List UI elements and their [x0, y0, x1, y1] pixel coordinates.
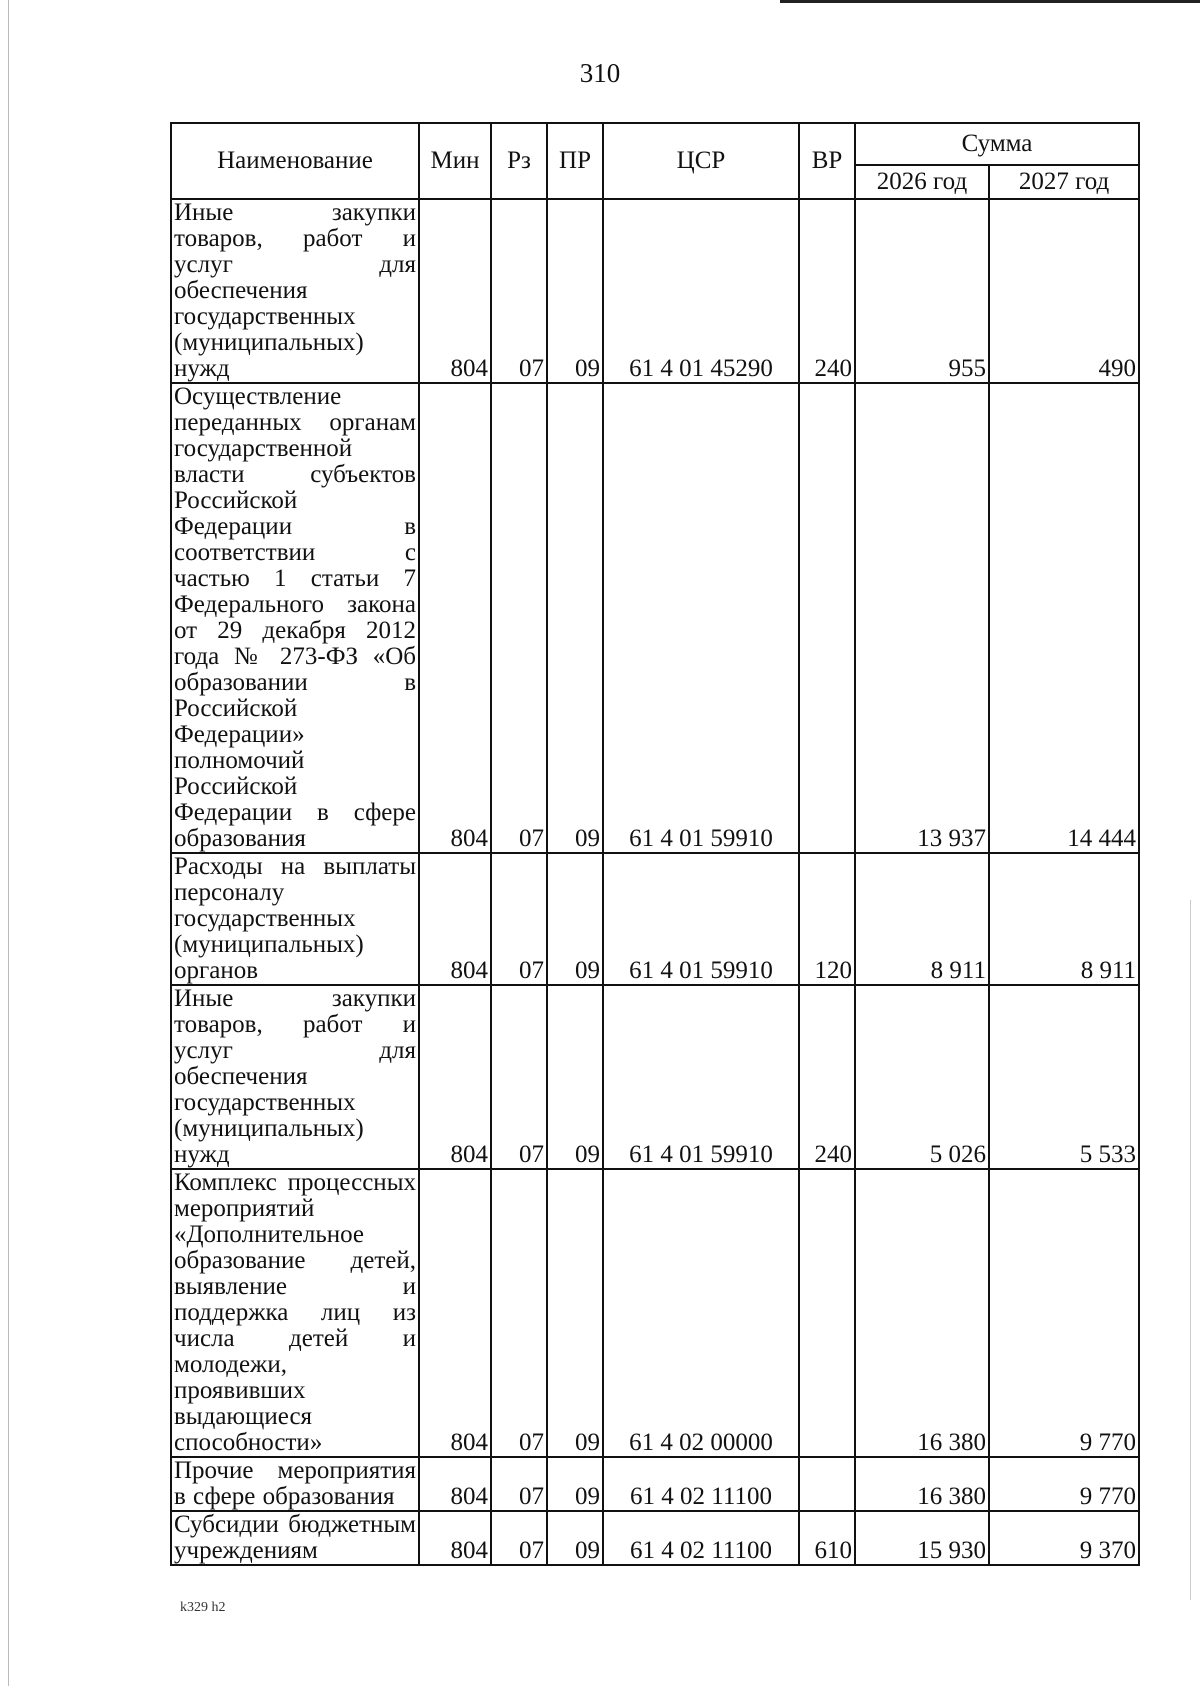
row-pr: 09 [547, 1511, 603, 1565]
row-sum-2026: 8 911 [855, 853, 989, 985]
row-sum-2027: 9 770 [989, 1457, 1139, 1511]
row-name: Осуществление переданных органам государственной власти субъектов Российской Федерации в соответствии с частью 1 статьи 7 Федерального закона от 29 декабря 2012 года № 273-ФЗ «Об образовании в Российской Федерации» полномочий Российской Федерации в сфере образования [171, 383, 419, 853]
header-pr: ПР [547, 123, 603, 199]
row-sum-2026: 15 930 [855, 1511, 989, 1565]
header-vr: ВР [799, 123, 855, 199]
row-sum-2026: 5 026 [855, 985, 989, 1169]
table-row [171, 1511, 1139, 1565]
row-name: Иные закупки товаров, работ и услуг для обеспечения государственных (муниципальных) нужд [171, 199, 419, 383]
row-vr: 120 [799, 853, 855, 985]
row-name: Расходы на выплаты персоналу государственных (муниципальных) органов [171, 853, 419, 985]
row-sum-2027: 14 444 [989, 383, 1139, 853]
row-vr [799, 1169, 855, 1457]
header-year-2027: 2027 год [989, 165, 1139, 199]
row-pr: 09 [547, 383, 603, 853]
row-min: 804 [419, 1457, 491, 1511]
table-row [171, 199, 1139, 383]
table-row [171, 985, 1139, 1169]
scan-top-rule [780, 0, 1200, 3]
row-sum-2026: 13 937 [855, 383, 989, 853]
row-pr: 09 [547, 985, 603, 1169]
footer-code: k329 h2 [180, 1600, 226, 1615]
row-sum-2026: 955 [855, 199, 989, 383]
row-name: Иные закупки товаров, работ и услуг для обеспечения государственных (муниципальных) нужд [171, 985, 419, 1169]
row-min: 804 [419, 1511, 491, 1565]
header-min: Мин [419, 123, 491, 199]
header-csr: ЦСР [603, 123, 799, 199]
row-vr: 240 [799, 985, 855, 1169]
row-csr: 61 4 02 11100 [603, 1511, 799, 1565]
row-min: 804 [419, 199, 491, 383]
row-rz: 07 [491, 383, 547, 853]
row-csr: 61 4 01 59910 [603, 985, 799, 1169]
row-min: 804 [419, 985, 491, 1169]
row-sum-2027: 9 370 [989, 1511, 1139, 1565]
table-body [171, 199, 1139, 1565]
row-min: 804 [419, 853, 491, 985]
header-year-2026: 2026 год [855, 165, 989, 199]
header-name: Наименование [171, 123, 419, 199]
header-sum: Сумма [855, 123, 1139, 165]
row-sum-2027: 490 [989, 199, 1139, 383]
row-sum-2027: 9 770 [989, 1169, 1139, 1457]
row-csr: 61 4 01 59910 [603, 853, 799, 985]
row-rz: 07 [491, 853, 547, 985]
row-vr [799, 1457, 855, 1511]
scan-right-edge [1190, 900, 1191, 1600]
row-min: 804 [419, 383, 491, 853]
row-vr: 240 [799, 199, 855, 383]
row-csr: 61 4 01 59910 [603, 383, 799, 853]
budget-table [170, 122, 1140, 1566]
table-row [171, 383, 1139, 853]
row-csr: 61 4 02 11100 [603, 1457, 799, 1511]
row-vr [799, 383, 855, 853]
row-name: Комплекс процессных мероприятий «Дополнительное образование детей, выявление и поддержка лиц из числа детей и молодежи, проявивших выдающиеся способности» [171, 1169, 419, 1457]
row-rz: 07 [491, 985, 547, 1169]
row-csr: 61 4 02 00000 [603, 1169, 799, 1457]
row-rz: 07 [491, 1169, 547, 1457]
row-rz: 07 [491, 199, 547, 383]
row-min: 804 [419, 1169, 491, 1457]
row-sum-2026: 16 380 [855, 1457, 989, 1511]
table-row [171, 1169, 1139, 1457]
row-vr: 610 [799, 1511, 855, 1565]
row-name: Прочие мероприятия в сфере образования [171, 1457, 419, 1511]
table-row [171, 1457, 1139, 1511]
row-rz: 07 [491, 1511, 547, 1565]
row-sum-2027: 8 911 [989, 853, 1139, 985]
table-row [171, 853, 1139, 985]
page-number: 310 [579, 58, 621, 88]
row-rz: 07 [491, 1457, 547, 1511]
page-edge-line [8, 0, 9, 1686]
table-header [171, 123, 1139, 199]
row-name: Субсидии бюджетным учреждениям [171, 1511, 419, 1565]
row-csr: 61 4 01 45290 [603, 199, 799, 383]
row-pr: 09 [547, 199, 603, 383]
header-rz: Рз [491, 123, 547, 199]
row-sum-2026: 16 380 [855, 1169, 989, 1457]
row-pr: 09 [547, 853, 603, 985]
row-pr: 09 [547, 1457, 603, 1511]
row-sum-2027: 5 533 [989, 985, 1139, 1169]
row-pr: 09 [547, 1169, 603, 1457]
